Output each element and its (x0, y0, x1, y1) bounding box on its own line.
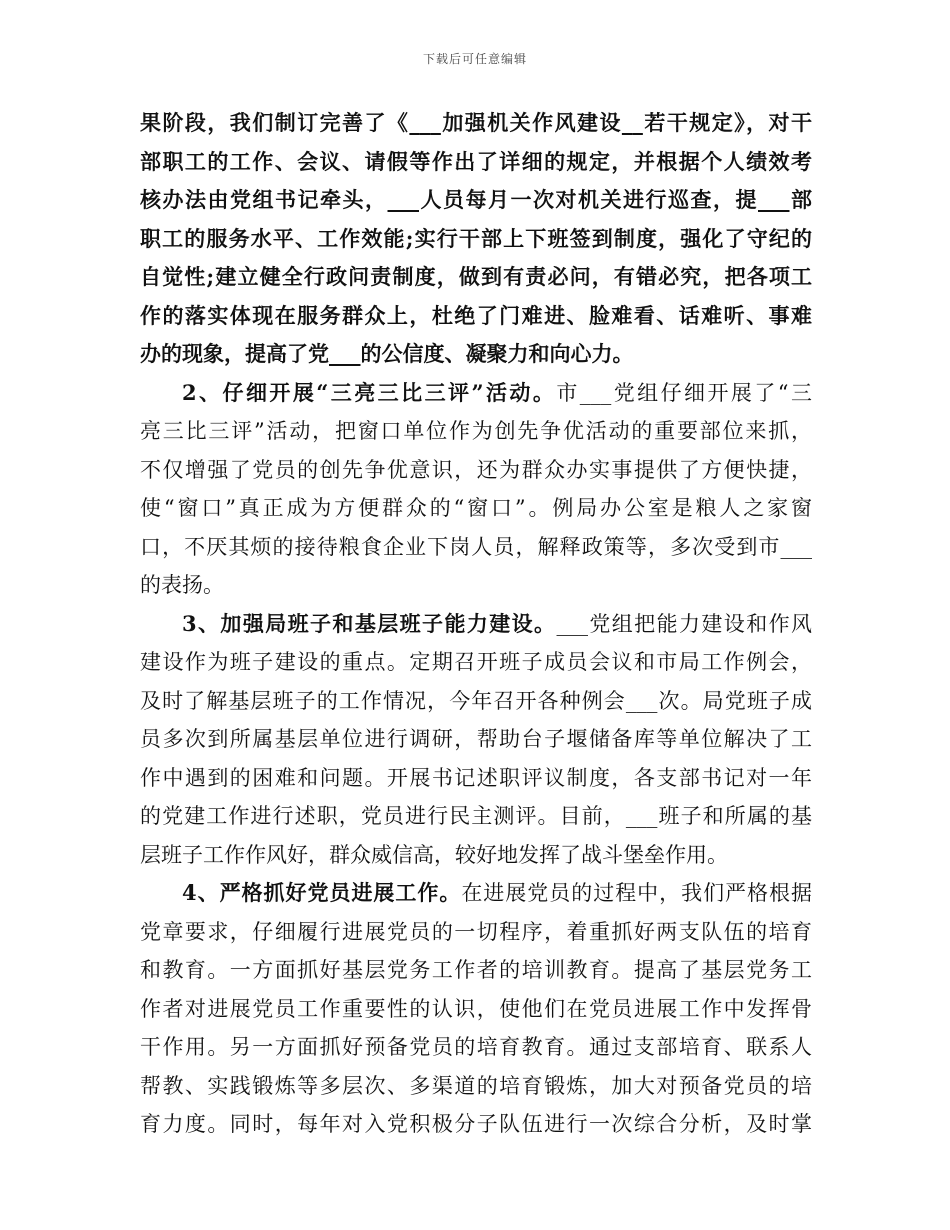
text-line: 果阶段，我们制订完善了《___加强机关作风建设__若干规定》，对干 (140, 110, 812, 135)
paragraph-3 (140, 605, 812, 875)
text-run: 在进展党员的过程中，我们严格根据 (461, 881, 812, 905)
text-line: 干作用。另一方面抓好预备党员的培育教育。通过支部培育、联系人 (140, 1035, 812, 1059)
text-line: 作者对进展党员工作重要性的认识，使他们在党员进展工作中发挥骨 (140, 996, 812, 1021)
text-line: 党章要求，仔细履行进展党员的一切程序，着重抓好两支队伍的培育 (140, 919, 812, 944)
text-line: 作的落实体现在服务群众上，杜绝了门难进、脸难看、话难听、事难 (140, 302, 812, 328)
text-line (140, 374, 812, 413)
text-line: 办的现象，提高了党___的公信度、凝聚力和向心力。 (140, 341, 634, 366)
text-line: 的表扬。 (140, 573, 224, 597)
text-run: 市___党组仔细开展了“三 (556, 380, 812, 405)
text-line: 亮三比三评”活动，把窗口单位作为创先争优活动的重要部位来抓， (140, 419, 812, 443)
text-line: 作中遇到的困难和问题。开展书记述职评议制度，各支部书记对一年 (140, 765, 812, 790)
text-line: 和教育。一方面抓好基层党务工作者的培训教育。提高了基层党务工 (140, 958, 812, 982)
text-line: 不仅增强了党员的创先争优意识，还为群众办实事提供了方便快捷， (140, 457, 812, 482)
paragraph-2 (140, 374, 812, 605)
text-line: 自觉性;建立健全行政问责制度，做到有责必问，有错必究，把各项工 (140, 264, 812, 289)
paragraph-1 (140, 104, 812, 374)
text-line: 职工的服务水平、工作效能;实行干部上下班签到制度，强化了守纪的 (140, 225, 812, 251)
section-heading: 4、严格抓好党员进展工作。 (182, 880, 462, 905)
page-header-note: 下载后可任意编辑 (422, 52, 527, 66)
text-line: 的党建工作进行述职，党员进行民主测评。目前，___班子和所属的基 (140, 804, 812, 828)
text-line: 层班子工作作风好，群众威信高，较好地发挥了战斗堡垒作用。 (140, 842, 728, 867)
document-body (140, 104, 812, 1144)
text-run: ___党组把能力建设和作风 (556, 611, 812, 636)
text-line: 部职工的工作、会议、请假等作出了详细的规定，并根据个人绩效考 (140, 148, 812, 174)
section-heading: 2、仔细开展“三亮三比三评”活动。 (182, 379, 557, 405)
paragraph-4 (140, 874, 812, 1144)
text-line: 建设作为班子建设的重点。定期召开班子成员会议和市局工作例会， (140, 650, 812, 674)
text-line (140, 605, 812, 644)
text-line: 核办法由党组书记牵头，___人员每月一次对机关进行巡查，提___部 (140, 187, 812, 212)
text-line: 使“窗口”真正成为方便群众的“窗口”。例局办公室是粮人之家窗 (140, 496, 812, 520)
text-line: 及时了解基层班子的工作情况，今年召开各种例会___次。局党班子成 (140, 688, 812, 713)
text-line: 口，不厌其烦的接待粮食企业下岗人员，解释政策等，多次受到市___ (140, 534, 812, 559)
text-line: 育力度。同时，每年对入党积极分子队伍进行一次综合分析，及时掌 (140, 1112, 812, 1136)
text-line: 帮教、实践锻炼等多层次、多渠道的培育锻炼，加大对预备党员的培 (140, 1073, 812, 1098)
section-heading: 3、加强局班子和基层班子能力建设。 (182, 610, 557, 636)
text-line (140, 874, 812, 913)
text-line: 员多次到所属基层单位进行调研，帮助台子堰储备库等单位解决了工 (140, 727, 812, 751)
